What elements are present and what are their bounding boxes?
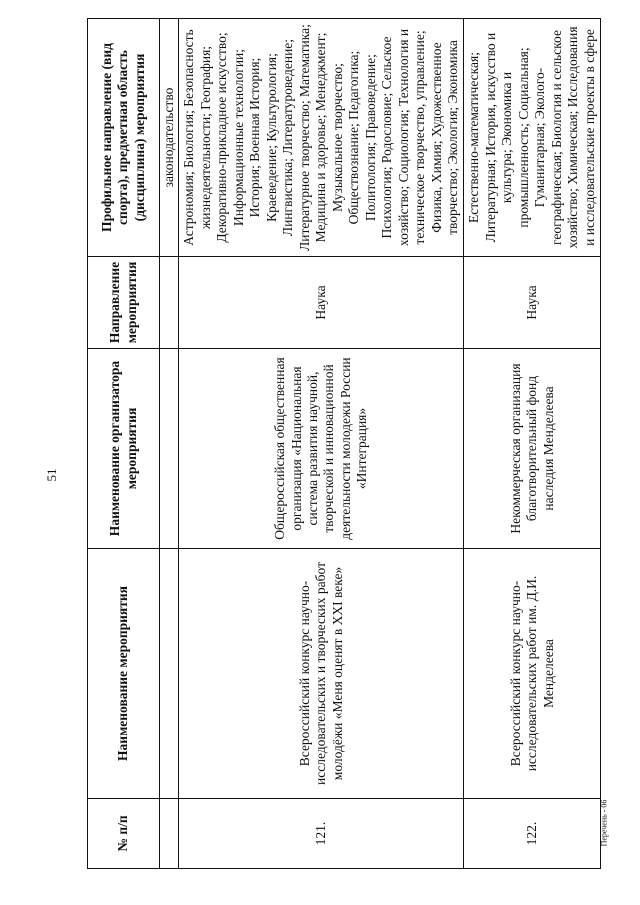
row-field: Естественно-математическая; Литературная; История, искусство и культура; Экономика и промышленность; Социальная; Гуманитарная; Эколого-географическая; Биология и сельское хозяйство; Химическая; Исследования и исследовательские проекты в сфере <box>464 19 601 257</box>
header-name: Наименование мероприятия <box>88 549 160 799</box>
events-table-sheet <box>87 19 597 869</box>
row-field: Астрономия; Биология; Безопасность жизнедеятельности; География; Декоративно-прикладное искусство; Информационные технологии; История; Военная История; Краеведение; Культурология; Лингвистика; Литературоведение; Литературное творчество; Математика; Медицина и здоровье; Менеджмент; Музыкальное творчество; Обществознание; Педагогика; Политология; Правоведение; Психология; Родословие; Сельское хозяйство; Социология; Технология и техническое творчество, управление; Физика, Химия; Художественное творчество; Экология; Экономика <box>179 19 464 257</box>
header-direction: Направление мероприятия <box>88 257 160 349</box>
row-direction: Наука <box>464 257 601 349</box>
continuation-field: законодательство <box>160 19 179 257</box>
table-row <box>464 19 601 869</box>
page-number: 51 <box>44 468 59 482</box>
header-org: Наименование организатора мероприятия <box>88 349 160 549</box>
row-org: Некоммерческая организация благотворительный фонд наследия Менделеева <box>464 349 601 549</box>
row-name: Всероссийский конкурс научно-исследовательских работ им. Д.И. Менделеева <box>464 549 601 799</box>
row-direction: Наука <box>179 257 464 349</box>
footer-note: Перечень - 06 <box>599 799 609 847</box>
events-table <box>87 18 601 869</box>
table-row <box>179 19 464 869</box>
row-org: Общероссийская общественная организация «Национальная система развития научной, творческой и инновационной деятельности молодежи России «Интеграция» <box>179 349 464 549</box>
row-name: Всероссийский конкурс научно-исследовательских и творческих работ молодёжи «Меня оценят в XXI веке» <box>179 549 464 799</box>
row-num: 122. <box>464 799 601 869</box>
header-num: № п/п <box>88 799 160 869</box>
row-num: 121. <box>179 799 464 869</box>
header-field: Профильное направление (вид спорта), предметная область (дисциплина) мероприятия <box>88 19 160 257</box>
continuation-row <box>160 19 179 869</box>
header-row <box>88 19 160 869</box>
